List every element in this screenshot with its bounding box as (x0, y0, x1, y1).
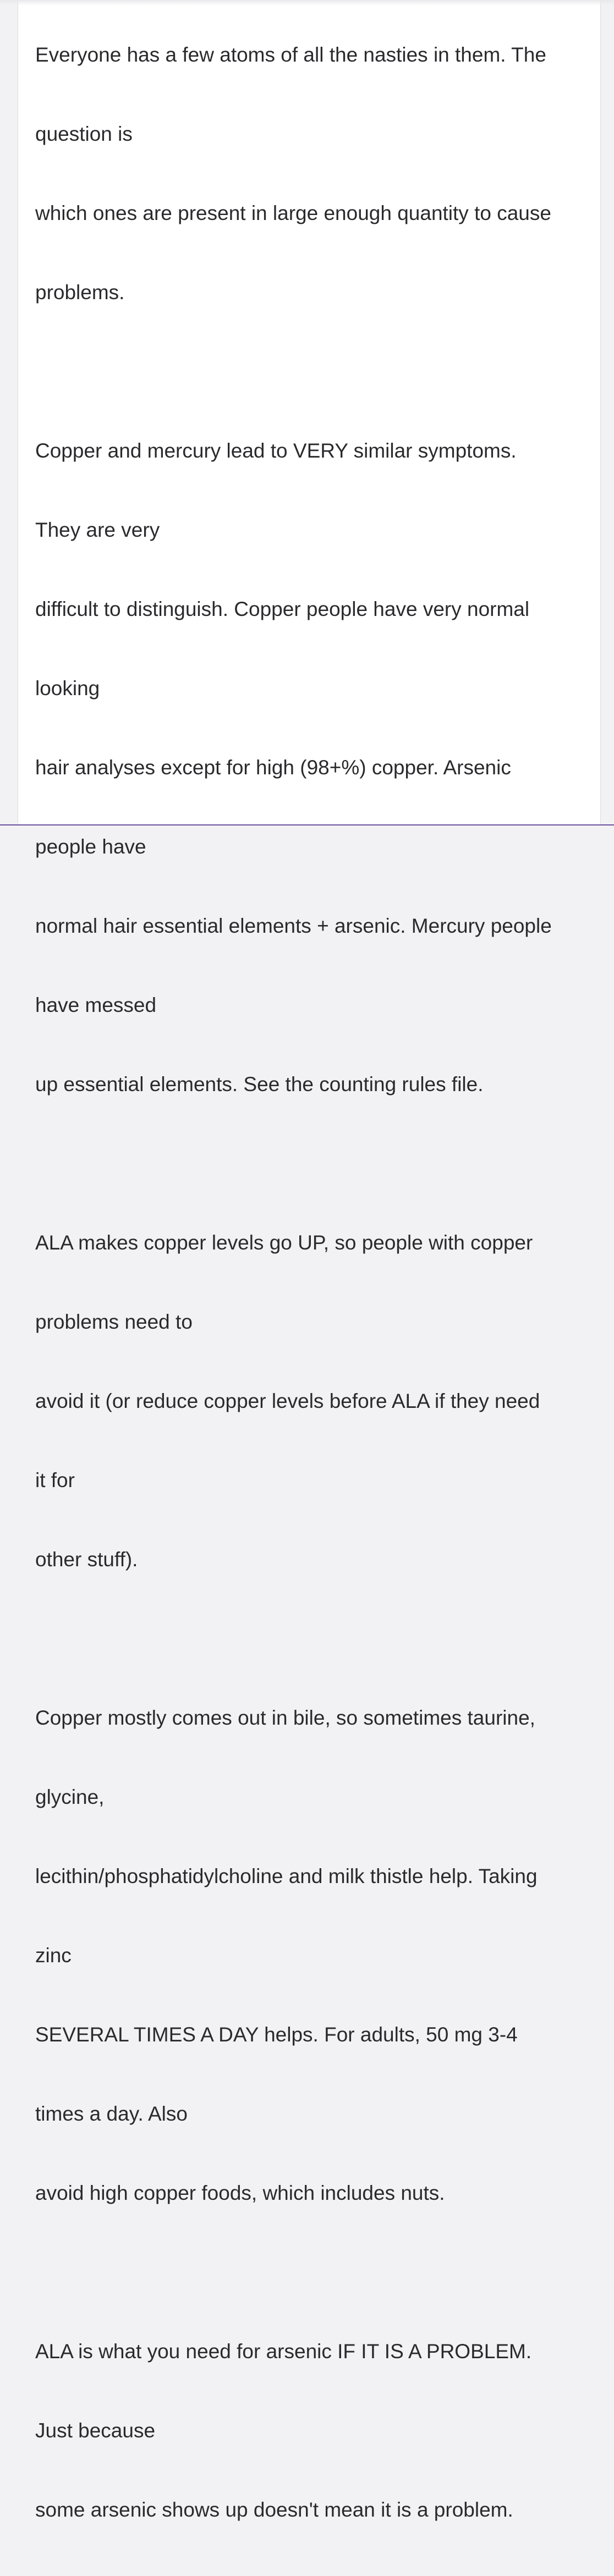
message-line: They are very (35, 519, 160, 541)
message-line: hair analyses except for high (98+%) copper. Arsenic (35, 756, 511, 779)
message-line: up essential elements. See the counting rules file. (35, 1073, 484, 1096)
message-line: looking (35, 677, 100, 700)
message-line: lecithin/phosphatidylcholine and milk thistle help. Taking (35, 1865, 538, 1887)
message-line: it for (35, 1469, 75, 1491)
message-line: normal hair essential elements + arsenic. Mercury people (35, 915, 552, 937)
message-line: which ones are present in large enough quantity to cause (35, 202, 551, 224)
message-line: glycine, (35, 1786, 105, 1808)
message-line: Copper mostly comes out in bile, so sometimes taurine, (35, 1707, 535, 1729)
message-line: ALA is what you need for arsenic IF IT IS A PROBLEM. (35, 2340, 532, 2363)
message-line: people have (35, 835, 146, 858)
message-line: problems. (35, 281, 125, 304)
message-card (18, 0, 601, 2521)
message-line-blank (35, 359, 596, 385)
message-line: other stuff). (35, 1548, 138, 1571)
message-line: have messed (35, 994, 157, 1016)
message-line: avoid it (or reduce copper levels before ALA if they need (35, 1390, 540, 1412)
message-line: question is (35, 123, 133, 145)
message-line: problems need to (35, 1311, 193, 1333)
message-body (35, 0, 596, 2576)
message-line: ALA makes copper levels go UP, so people with copper (35, 1231, 533, 1254)
message-line-blank (35, 2259, 596, 2286)
message-line: Copper and mercury lead to VERY similar symptoms. (35, 439, 517, 462)
bottom-toolbar-edge (0, 825, 614, 833)
message-line: zinc (35, 1944, 72, 1967)
message-line: avoid high copper foods, which includes nuts. (35, 2182, 445, 2204)
top-scroll-shadow (0, 0, 614, 5)
message-line: Just because (35, 2419, 156, 2442)
message-line: Everyone has a few atoms of all the nasties in them. The (35, 43, 546, 66)
message-line: SEVERAL TIMES A DAY helps. For adults, 50 mg 3-4 (35, 2023, 518, 2046)
message-line: times a day. Also (35, 2102, 188, 2125)
message-line-blank (35, 1626, 596, 1652)
message-line: difficult to distinguish. Copper people have very normal (35, 598, 530, 620)
message-line-blank (35, 1151, 596, 1177)
message-line: some arsenic shows up doesn't mean it is a problem. (35, 2498, 513, 2521)
